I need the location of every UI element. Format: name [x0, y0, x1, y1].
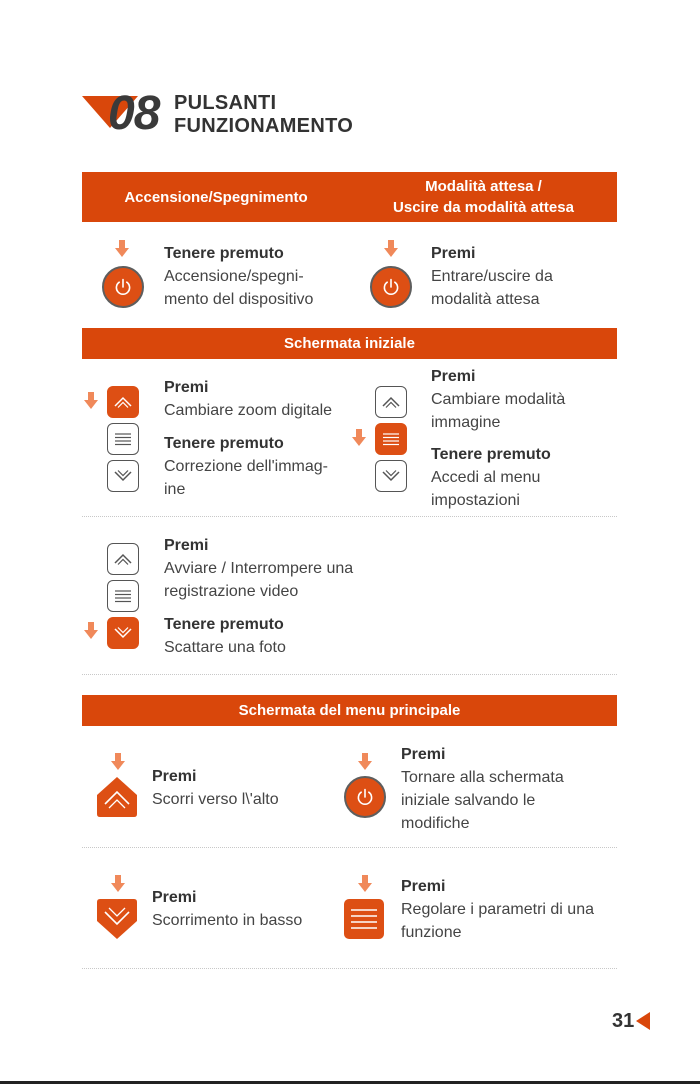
- desc-line: impostazioni: [431, 492, 520, 509]
- desc-line: immagine: [431, 414, 501, 431]
- up-button-icon: [107, 543, 139, 575]
- desc-line: Scattare una foto: [164, 639, 286, 656]
- chapter-title: [174, 92, 353, 138]
- chapter-title-line2: FUNZIONAMENTO: [174, 115, 354, 137]
- desc-line: Avviare / Interrompere una: [164, 560, 354, 577]
- desc-line: registrazione video: [164, 583, 299, 600]
- desc-title: Tenere premuto: [164, 245, 284, 262]
- down-button-icon: [107, 617, 139, 649]
- press-arrow-icon: [84, 392, 98, 410]
- chapter-title-line1: PULSANTI: [174, 92, 277, 114]
- scroll-down-description: [152, 887, 302, 932]
- divider: [82, 847, 617, 848]
- header-power-onoff: Accensione/Spegnimento: [124, 188, 308, 206]
- page-triangle: [636, 1012, 650, 1030]
- menu-button-icon: [375, 423, 407, 455]
- desc-title: Premi: [401, 878, 446, 895]
- desc-line: Scorrimento in basso: [152, 912, 303, 929]
- desc-line: iniziale salvando le: [401, 792, 536, 809]
- desc-line: ine: [164, 481, 186, 498]
- return-home-description: [401, 744, 564, 835]
- desc-line: Tornare alla schermata: [401, 769, 564, 786]
- press-arrow-icon: [358, 753, 372, 771]
- divider: [82, 516, 617, 517]
- power-hold-description: [164, 243, 313, 311]
- settings-hold-description: [431, 444, 551, 512]
- power-button-icon: [344, 776, 386, 818]
- press-arrow-icon: [84, 622, 98, 640]
- desc-title: Tenere premuto: [431, 446, 551, 463]
- desc-title: Premi: [431, 368, 476, 385]
- desc-title: Tenere premuto: [164, 435, 284, 452]
- press-arrow-icon: [111, 875, 125, 893]
- desc-line: Cambiare zoom digitale: [164, 402, 333, 419]
- record-press-description: [164, 535, 353, 603]
- desc-line: Scorri verso l\'alto: [152, 791, 279, 808]
- press-arrow-icon: [384, 240, 398, 258]
- zoom-press-description: [164, 377, 332, 422]
- desc-title: Premi: [152, 889, 197, 906]
- desc-line: Cambiare modalità: [431, 391, 566, 408]
- up-button-icon: [375, 386, 407, 418]
- menu-button-icon: [343, 898, 385, 940]
- adjust-parameters-description: [401, 876, 594, 944]
- mode-press-description: [431, 366, 565, 434]
- standby-press-description: [431, 243, 553, 311]
- section-header-home: [82, 328, 617, 359]
- desc-line: Accensione/spegni-: [164, 268, 304, 285]
- header-home-label: Schermata iniziale: [284, 335, 415, 352]
- section-header-menu: [82, 695, 617, 726]
- press-arrow-icon: [111, 753, 125, 771]
- menu-button-icon: [107, 423, 139, 455]
- desc-line: Accedi al menu: [431, 469, 541, 486]
- menu-button-icon: [107, 580, 139, 612]
- up-button-icon: [96, 776, 138, 818]
- header-menu-label: Schermata del menu principale: [238, 702, 461, 719]
- desc-title: Tenere premuto: [164, 616, 284, 633]
- down-button-icon: [107, 460, 139, 492]
- divider: [82, 968, 617, 969]
- divider: [82, 674, 617, 675]
- correction-hold-description: [164, 433, 328, 501]
- desc-line: funzione: [401, 924, 462, 941]
- press-arrow-icon: [358, 875, 372, 893]
- down-button-icon: [96, 898, 138, 940]
- scroll-up-description: [152, 766, 279, 811]
- header-standby-line2: Uscire da modalità attesa: [393, 199, 574, 216]
- desc-title: Premi: [164, 379, 209, 396]
- photo-hold-description: [164, 614, 286, 659]
- desc-line: modalità attesa: [431, 291, 540, 308]
- desc-line: Regolare i parametri di una: [401, 901, 594, 918]
- desc-line: Correzione dell'immag-: [164, 458, 328, 475]
- desc-line: modifiche: [401, 815, 470, 832]
- header-standby: [350, 176, 617, 218]
- power-button-icon: [102, 266, 144, 308]
- desc-title: Premi: [164, 537, 209, 554]
- desc-title: Premi: [152, 768, 197, 785]
- section-header-power: [82, 172, 617, 222]
- header-standby-line1: Modalità attesa /: [425, 178, 542, 195]
- down-button-icon: [375, 460, 407, 492]
- desc-line: mento del dispositivo: [164, 291, 314, 308]
- desc-title: Premi: [431, 245, 476, 262]
- page-number: 31: [612, 1010, 635, 1032]
- desc-title: Premi: [401, 746, 446, 763]
- press-arrow-icon: [352, 429, 366, 447]
- power-button-icon: [370, 266, 412, 308]
- chapter-number: 08: [108, 87, 160, 140]
- press-arrow-icon: [115, 240, 129, 258]
- desc-line: Entrare/uscire da: [431, 268, 553, 285]
- up-button-icon: [107, 386, 139, 418]
